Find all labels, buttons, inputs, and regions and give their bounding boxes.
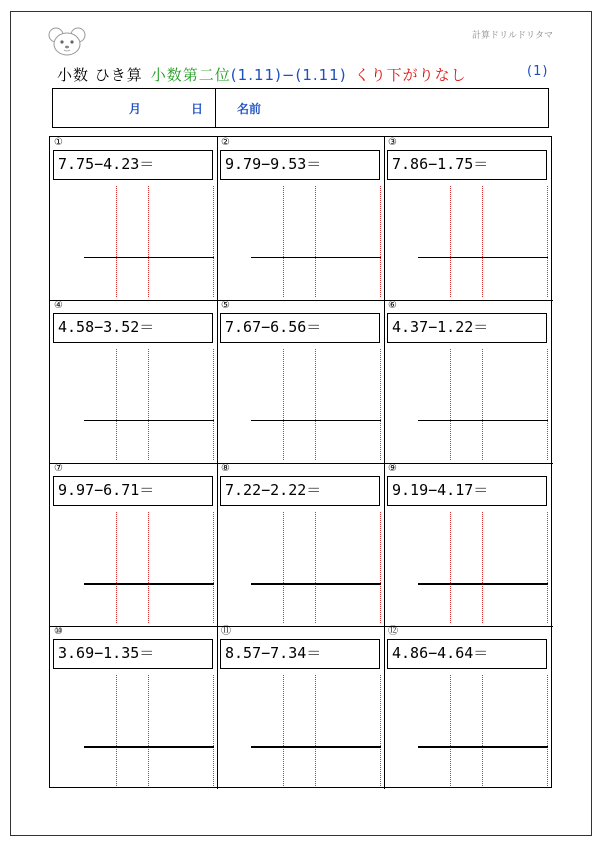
answer-line [251, 257, 381, 258]
digit-guide-line [213, 186, 214, 297]
digit-guide-line [213, 675, 214, 786]
digit-guide-line [116, 675, 117, 786]
problem-cell [217, 300, 384, 463]
digit-guide-line [380, 186, 381, 297]
digit-guide-line [482, 512, 483, 623]
title-format: (1.11)−(1.11) [230, 66, 347, 84]
digit-guide-line [148, 512, 149, 623]
problem-number: ④ [54, 300, 63, 311]
digit-guide-line [547, 186, 548, 297]
digit-guide-line [315, 349, 316, 460]
digit-guide-line [213, 512, 214, 623]
digit-guide-line [148, 675, 149, 786]
digit-guide-line [450, 675, 451, 786]
digit-guide-line [283, 349, 284, 460]
answer-line [251, 583, 381, 585]
answer-line [251, 420, 381, 421]
answer-line [418, 257, 548, 258]
answer-line [84, 583, 214, 585]
month-label: 月 [129, 102, 142, 116]
problem-expression: 9.19−4.17＝ [387, 476, 547, 506]
digit-guide-line [283, 512, 284, 623]
digit-guide-line [148, 349, 149, 460]
problem-expression: 8.57−7.34＝ [220, 639, 380, 669]
problem-cell [384, 137, 551, 300]
answer-line [84, 257, 214, 258]
title-note: くり下がりなし [354, 66, 467, 84]
digit-guide-line [315, 512, 316, 623]
problem-cell [50, 626, 217, 789]
name-date-box [52, 88, 549, 128]
digit-guide-line [283, 186, 284, 297]
problem-number: ① [54, 137, 63, 148]
digit-guide-line [116, 186, 117, 297]
problem-expression: 3.69−1.35＝ [53, 639, 213, 669]
digit-guide-line [547, 512, 548, 623]
digit-guide-line [315, 186, 316, 297]
problem-expression: 4.37−1.22＝ [387, 313, 547, 343]
problem-cell [384, 300, 551, 463]
digit-guide-line [315, 675, 316, 786]
digit-guide-line [450, 512, 451, 623]
digit-guide-line [380, 512, 381, 623]
date-field[interactable] [53, 89, 216, 127]
digit-guide-line [482, 349, 483, 460]
problem-expression: 7.75−4.23＝ [53, 150, 213, 180]
digit-guide-line [482, 675, 483, 786]
brand-label: 計算ドリルドリタマ [471, 31, 553, 41]
answer-line [84, 746, 214, 748]
digit-guide-line [450, 186, 451, 297]
problem-number: ② [221, 137, 230, 148]
digit-guide-line [283, 675, 284, 786]
problem-cell [50, 463, 217, 626]
problem-number: ⑪ [221, 626, 231, 637]
problem-cell [217, 137, 384, 300]
answer-line [418, 583, 548, 585]
digit-guide-line [148, 186, 149, 297]
answer-line [251, 746, 381, 748]
problem-grid [49, 136, 552, 788]
digit-guide-line [547, 675, 548, 786]
problem-cell [50, 300, 217, 463]
problem-number: ⑧ [221, 463, 230, 474]
problem-expression: 7.67−6.56＝ [220, 313, 380, 343]
problem-number: ⑩ [54, 626, 63, 637]
problem-cell [384, 626, 551, 789]
problem-expression: 9.97−6.71＝ [53, 476, 213, 506]
digit-guide-line [482, 186, 483, 297]
problem-expression: 4.58−3.52＝ [53, 313, 213, 343]
problem-expression: 4.86−4.64＝ [387, 639, 547, 669]
sheet-number: (1) [527, 64, 549, 79]
problem-number: ⑦ [54, 463, 63, 474]
title-sub: 小数第二位 [150, 66, 231, 84]
problem-number: ⑨ [388, 463, 397, 474]
problem-cell [384, 463, 551, 626]
name-field[interactable] [216, 89, 548, 127]
problem-cell [217, 463, 384, 626]
answer-line [418, 746, 548, 748]
answer-line [84, 420, 214, 421]
digit-guide-line [380, 675, 381, 786]
problem-expression: 7.22−2.22＝ [220, 476, 380, 506]
problem-number: ③ [388, 137, 397, 148]
digit-guide-line [213, 349, 214, 460]
mouse-mascot-icon [48, 26, 86, 58]
digit-guide-line [116, 349, 117, 460]
answer-line [418, 420, 548, 421]
problem-expression: 9.79−9.53＝ [220, 150, 380, 180]
problem-number: ⑤ [221, 300, 230, 311]
digit-guide-line [450, 349, 451, 460]
digit-guide-line [547, 349, 548, 460]
page-title [57, 64, 549, 85]
problem-expression: 7.86−1.75＝ [387, 150, 547, 180]
day-label: 日 [191, 102, 204, 116]
title-main: 小数 ひき算 [57, 66, 143, 84]
name-label: 名前 [237, 102, 262, 116]
problem-cell [217, 626, 384, 789]
digit-guide-line [116, 512, 117, 623]
digit-guide-line [380, 349, 381, 460]
problem-number: ⑫ [388, 626, 398, 637]
problem-number: ⑥ [388, 300, 397, 311]
problem-cell [50, 137, 217, 300]
